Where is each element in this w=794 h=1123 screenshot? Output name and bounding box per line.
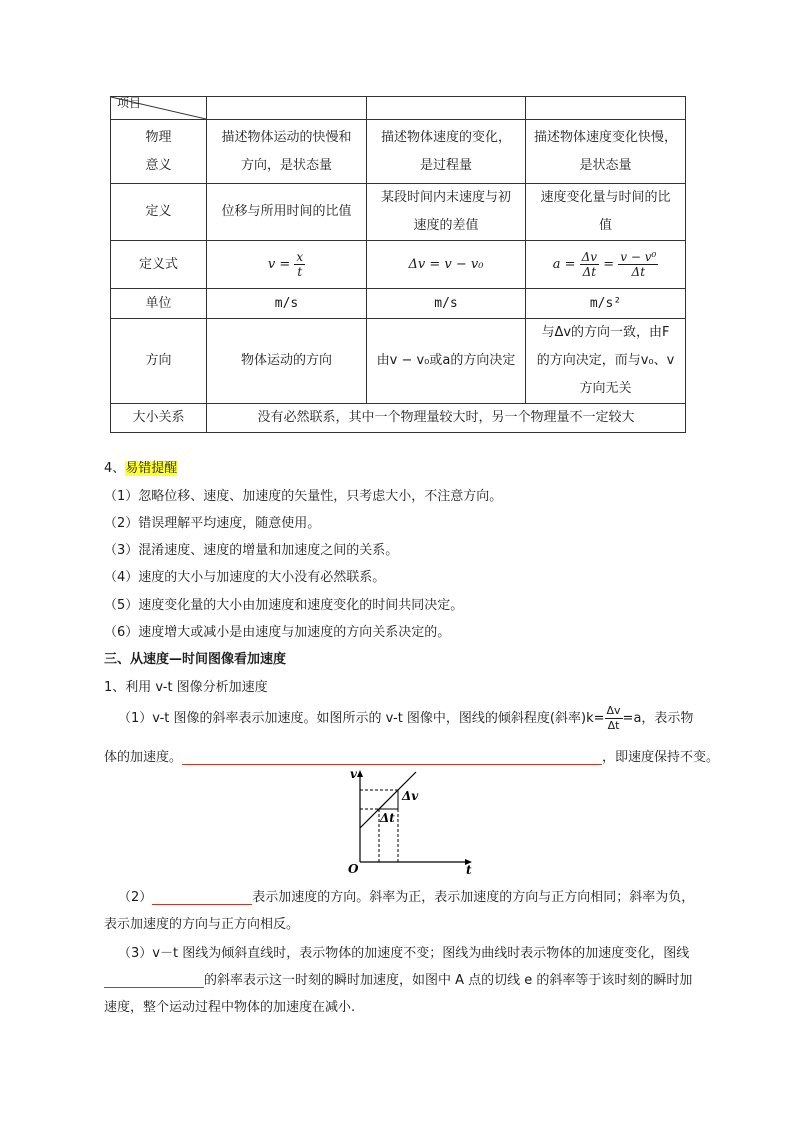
formula-cell-acceleration: a = $\frac{\Delta v}{\Delta t}$ = $\frac{\text{v − v⁰}}{\Delta t}$ (526, 241, 686, 289)
row-label: 方向 (111, 319, 207, 404)
table-row (111, 241, 686, 289)
row-label: 大小关系 (111, 404, 207, 433)
v-t-graph (340, 768, 480, 876)
fill-blank[interactable] (152, 889, 252, 905)
row-label: 单位 (111, 289, 207, 319)
list-item: （4）速度的大小与加速度的大小没有必然联系。 (104, 570, 386, 585)
fill-blank[interactable] (104, 972, 204, 988)
table-cell: 由v − v₀或a的方向决定 (367, 319, 526, 404)
table-cell: 描述物体运动的快慢和 方向，是状态量 (207, 120, 367, 184)
table-cell: 速度变化量与时间的比 值 (526, 184, 686, 241)
table-row (111, 184, 686, 241)
header-cell-velocity-change (367, 97, 526, 120)
table-header-row (111, 97, 686, 120)
fraction: $\frac{x}{t}$ (296, 250, 304, 279)
row-label: 物理 意义 (111, 120, 207, 184)
y-axis-label: v (350, 768, 357, 781)
merged-cell: 没有必然联系，其中一个物理量较大时，另一个物理量不一定较大 (207, 404, 686, 433)
table-cell: 描述物体速度变化快慢， 是状态量 (526, 120, 686, 184)
origin-label: O (348, 862, 359, 876)
highlighted-title: 易错提醒 (125, 461, 178, 476)
fill-blank[interactable] (182, 749, 602, 765)
unit-cell: m/s (367, 289, 526, 319)
list-item: （5）速度变化量的大小由加速度和速度变化的时间共同决定。 (104, 598, 464, 613)
paragraph-1-line-2: 体的加速度。 ，即速度保持不变。 (104, 750, 720, 765)
formula-cell-velocity: v = $\frac{x}{t}$ (207, 241, 367, 289)
list-item: （1）忽略位移、速度、加速度的矢量性，只考虑大小，不注意方向。 (104, 489, 503, 504)
formula-cell-velocity-change: Δv = v − v₀ (367, 241, 526, 289)
paragraph-2-line-2: 表示加速度的方向与正方向相反。 (104, 917, 300, 932)
table-cell: 与Δv的方向一致，由F 的方向决定，而与v₀、v 方向无关 (526, 319, 686, 404)
table-row (111, 289, 686, 319)
y-axis-arrow (357, 770, 363, 777)
table-cell: 位移与所用时间的比值 (207, 184, 367, 241)
header-corner-cell (111, 97, 207, 120)
unit-cell: m/s² (526, 289, 686, 319)
unit-cell: m/s (207, 289, 367, 319)
section-heading-4: 4、易错提醒 (104, 461, 178, 476)
list-item: （6）速度增大或减小是由速度与加速度的方向关系决定的。 (104, 625, 451, 640)
paragraph-3-line-2: 的斜率表示这一时刻的瞬时加速度，如图中 A 点的切线 e 的斜率等于该时刻的瞬时加 (104, 969, 692, 988)
fraction: $\frac{\Delta v}{\Delta t}$ (581, 250, 598, 279)
comparison-table (110, 96, 686, 433)
header-cell-acceleration (526, 97, 686, 120)
delta-v-label: Δv (402, 789, 419, 803)
table-row (111, 120, 686, 184)
header-cell-velocity (207, 97, 367, 120)
table-cell: 某段时间内末速度与初 速度的差值 (367, 184, 526, 241)
x-axis-label: t (466, 863, 472, 876)
paragraph-2-line-1: （2） 表示加速度的方向。斜率为正，表示加速度的方向与正方向相同；斜率为负， (118, 890, 695, 905)
delta-t-label: Δt (380, 811, 395, 825)
table-cell: 描述物体速度的变化， 是过程量 (367, 120, 526, 184)
section-heading-3: 三、从速度—时间图像看加速度 (104, 652, 287, 667)
list-item: （2）错误理解平均速度，随意使用。 (104, 516, 321, 531)
subheading: 1、利用 v-t 图像分析加速度 (104, 680, 268, 695)
table-row (111, 319, 686, 404)
paragraph-3-line-3: 速度，整个运动过程中物体的加速度在减小. (104, 1000, 356, 1015)
fraction: $\frac{\Delta v}{\Delta t}$ (606, 704, 621, 732)
row-label: 定义 (111, 184, 207, 241)
paragraph-1-line-1: （1）v-t 图像的斜率表示加速度。如图所示的 v-t 图像中，图线的倾斜程度(斜率)k= $\frac{\Delta v}{\Delta t}$ =a，表示物 (118, 704, 694, 732)
paragraph-3-line-1: （3）v－t 图线为倾斜直线时，表示物体的加速度不变；图线为曲线时表示物体的加速度变化，图线 (118, 946, 690, 961)
table-row (111, 404, 686, 433)
row-label: 定义式 (111, 241, 207, 289)
list-item: （3）混淆速度、速度的增量和加速度之间的关系。 (104, 543, 399, 558)
fraction: $\frac{\text{v − v⁰}}{\Delta t}$ (620, 250, 657, 279)
table-cell: 物体运动的方向 (207, 319, 367, 404)
header-label: 项目 (117, 96, 142, 110)
